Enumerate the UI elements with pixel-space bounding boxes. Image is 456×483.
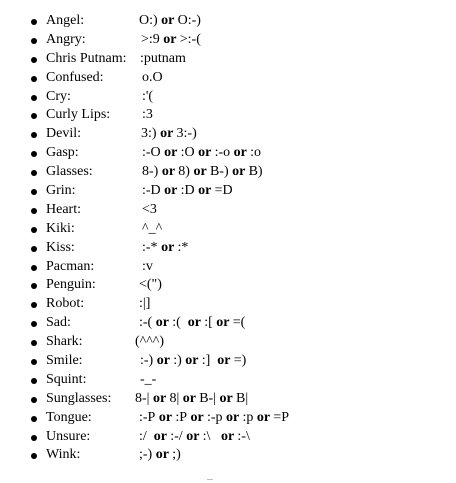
emoticon-code: :-P: [139, 409, 156, 425]
entry-label: Confused:: [46, 69, 104, 85]
or-separator: or: [155, 409, 176, 425]
emoticon-code: :O: [180, 145, 195, 161]
or-separator: or: [180, 315, 205, 331]
or-separator: or: [179, 390, 200, 406]
entry-label: Curly Lips:: [46, 107, 111, 123]
bullet-icon: [31, 378, 37, 384]
list-item: [0, 106, 456, 125]
or-separator: or: [160, 183, 181, 199]
entry-label: Unsure:: [46, 428, 91, 444]
entry-code: [142, 258, 153, 277]
emoticon-code: <("): [139, 277, 162, 293]
emoticon-code: 8|: [169, 390, 180, 406]
or-separator: or: [152, 315, 173, 331]
bullet-icon: [31, 340, 37, 346]
or-separator: or: [210, 353, 234, 369]
entry-code: [139, 446, 181, 465]
entry-code: [139, 12, 201, 31]
emoticon-code: :-): [140, 353, 154, 369]
emoticon-code: :-*: [142, 239, 158, 255]
entry-code: [142, 163, 263, 182]
or-separator: or: [146, 428, 171, 444]
emoticon-code: (^^^): [135, 334, 165, 350]
emoticon-code: =P: [273, 409, 290, 425]
bullet-icon: [31, 321, 37, 327]
list-item: [0, 409, 456, 428]
entry-code: [141, 125, 197, 144]
or-separator: or: [222, 409, 243, 425]
entry-label: Kiss:: [46, 239, 75, 255]
entry-label: Cry:: [46, 88, 71, 104]
bullet-icon: [31, 246, 37, 252]
emoticon-code: 3:-): [176, 126, 197, 142]
emoticon-code: :-(: [139, 315, 153, 331]
or-separator: or: [181, 353, 202, 369]
entry-code: [139, 409, 289, 428]
entry-label: Glasses:: [46, 164, 93, 180]
entry-label: Devil:: [46, 126, 81, 142]
list-item: [0, 390, 456, 409]
list-item: [0, 220, 456, 239]
emoticon-code: :P: [175, 409, 187, 425]
list-item: [0, 163, 456, 182]
bullet-icon: [31, 265, 37, 271]
emoticon-code: =): [233, 353, 247, 369]
bullet-icon: [31, 132, 37, 138]
entry-code: [140, 352, 246, 371]
entry-code: [142, 69, 163, 88]
bullet-icon: [31, 227, 37, 233]
emoticon-list: [0, 12, 456, 465]
entry-label: Angry:: [46, 31, 86, 47]
emoticon-code: B): [248, 164, 263, 180]
entry-label: Tongue:: [46, 409, 92, 425]
list-item: [0, 69, 456, 88]
or-separator: or: [228, 164, 249, 180]
bullet-icon: [31, 453, 37, 459]
emoticon-code: O:): [139, 13, 158, 28]
or-separator: or: [216, 390, 236, 406]
list-item: [0, 50, 456, 69]
entry-label: Penguin:: [46, 277, 96, 293]
entry-code: [135, 333, 164, 352]
or-separator: or: [230, 145, 251, 161]
or-separator: or: [253, 409, 274, 425]
bullet-icon: [31, 416, 37, 422]
emoticon-code: :|]: [139, 296, 151, 312]
emoticon-code: :putnam: [140, 50, 186, 66]
or-separator: or: [212, 315, 233, 331]
entry-code: [142, 201, 157, 220]
emoticon-code: B-|: [199, 390, 217, 406]
list-item: [0, 125, 456, 144]
or-separator: or: [152, 447, 173, 463]
entry-label: Grin:: [46, 183, 76, 199]
emoticon-code: :D: [180, 183, 195, 199]
emoticon-code: :3: [142, 107, 153, 123]
entry-code: [139, 276, 162, 295]
list-item: [0, 446, 456, 465]
emoticon-code: o.O: [142, 69, 163, 85]
emoticon-code: B|: [236, 390, 249, 406]
entry-label: Robot:: [46, 296, 85, 312]
emoticon-code: B-): [209, 164, 229, 180]
emoticon-code: :p: [242, 409, 254, 425]
bullet-icon: [31, 208, 37, 214]
emoticon-code: :-D: [142, 183, 161, 199]
entry-code: [142, 88, 153, 107]
entry-label: Heart:: [46, 201, 81, 217]
list-item: [0, 201, 456, 220]
or-separator: or: [157, 13, 178, 28]
bullet-icon: [31, 57, 37, 63]
emoticon-code: =D: [214, 183, 233, 199]
list-item: [0, 352, 456, 371]
entry-label: Pacman:: [46, 258, 95, 274]
emoticon-code: -_-: [140, 371, 157, 387]
or-separator: or: [160, 145, 181, 161]
bullet-icon: [31, 170, 37, 176]
emoticon-code: :-/: [170, 428, 183, 444]
emoticon-code: :[: [204, 315, 213, 331]
entry-code: [141, 31, 201, 50]
list-item: [0, 371, 456, 390]
bullet-icon: [31, 151, 37, 157]
entry-code: [140, 371, 156, 390]
emoticon-code: ;-): [139, 447, 153, 463]
entry-code: [139, 295, 150, 314]
entry-label: Sunglasses:: [46, 390, 112, 406]
emoticon-code: O:-): [177, 13, 201, 28]
entry-code: [139, 314, 245, 333]
emoticon-code: :*: [177, 239, 189, 255]
or-separator: or: [182, 428, 203, 444]
emoticon-code: :v: [142, 258, 153, 274]
list-item: [0, 31, 456, 50]
emoticon-code: :-p: [206, 409, 223, 425]
list-item: [0, 314, 456, 333]
emoticon-code: 8-|: [135, 390, 150, 406]
entry-code: [142, 144, 261, 163]
entry-label: Squint:: [46, 371, 87, 387]
entry-label: Angel:: [46, 13, 85, 28]
or-separator: or: [210, 428, 238, 444]
list-item: [0, 276, 456, 295]
or-separator: or: [149, 390, 170, 406]
list-item: [0, 12, 456, 31]
list-item: [0, 182, 456, 201]
or-separator: or: [153, 353, 174, 369]
emoticon-code: :]: [201, 353, 211, 369]
emoticon-code: :\: [202, 428, 211, 444]
emoticon-code: :-o: [214, 145, 231, 161]
entry-code: [142, 182, 233, 201]
entry-code: [142, 106, 153, 125]
or-separator: or: [158, 164, 179, 180]
entry-label: Sad:: [46, 315, 71, 331]
emoticon-code: >:9: [141, 31, 160, 47]
list-item: [0, 295, 456, 314]
bullet-icon: [31, 95, 37, 101]
emoticon-code: :-O: [142, 145, 161, 161]
emoticon-code: >:-(: [179, 31, 201, 47]
list-item: [0, 239, 456, 258]
emoticon-code: :): [173, 353, 182, 369]
entry-code: [135, 390, 248, 409]
bullet-icon: [31, 113, 37, 119]
emoticon-code: <3: [142, 201, 157, 217]
bullet-icon: [31, 19, 37, 25]
emoticon-code: :o: [250, 145, 262, 161]
entry-label: Wink:: [46, 447, 81, 463]
emoticon-code: :'(: [142, 88, 154, 104]
list-item: [0, 428, 456, 447]
or-separator: or: [189, 164, 210, 180]
or-separator: or: [159, 31, 180, 47]
list-item: [0, 144, 456, 163]
or-separator: or: [157, 239, 178, 255]
entry-code: [140, 50, 186, 69]
emoticon-code: =(: [232, 315, 246, 331]
emoticon-code: ;): [172, 447, 181, 463]
bullet-icon: [31, 435, 37, 441]
entry-code: [142, 220, 162, 239]
entry-label: Kiki:: [46, 220, 75, 236]
or-separator: or: [194, 145, 215, 161]
or-separator: or: [156, 126, 177, 142]
list-item: [0, 333, 456, 352]
bullet-icon: [31, 283, 37, 289]
emoticon-code: ^_^: [142, 220, 163, 236]
bullet-icon: [31, 359, 37, 365]
bullet-icon: [31, 76, 37, 82]
or-separator: or: [187, 409, 207, 425]
list-item: [0, 88, 456, 107]
divider: [207, 479, 213, 480]
emoticon-code: :-\: [237, 428, 250, 444]
entry-label: Shark:: [46, 334, 83, 350]
emoticon-code: 8): [178, 164, 190, 180]
entry-label: Chris Putnam:: [46, 50, 127, 66]
emoticon-code: :(: [172, 315, 181, 331]
emoticon-code: 3:): [141, 126, 157, 142]
bullet-icon: [31, 189, 37, 195]
entry-label: Smile:: [46, 353, 83, 369]
bullet-icon: [31, 38, 37, 44]
bullet-icon: [31, 302, 37, 308]
entry-code: [139, 428, 250, 447]
entry-code: [142, 239, 188, 258]
emoticon-code: 8-): [142, 164, 159, 180]
list-item: [0, 258, 456, 277]
emoticon-code: :/: [139, 428, 147, 444]
bullet-icon: [31, 397, 37, 403]
or-separator: or: [194, 183, 215, 199]
entry-label: Gasp:: [46, 145, 79, 161]
